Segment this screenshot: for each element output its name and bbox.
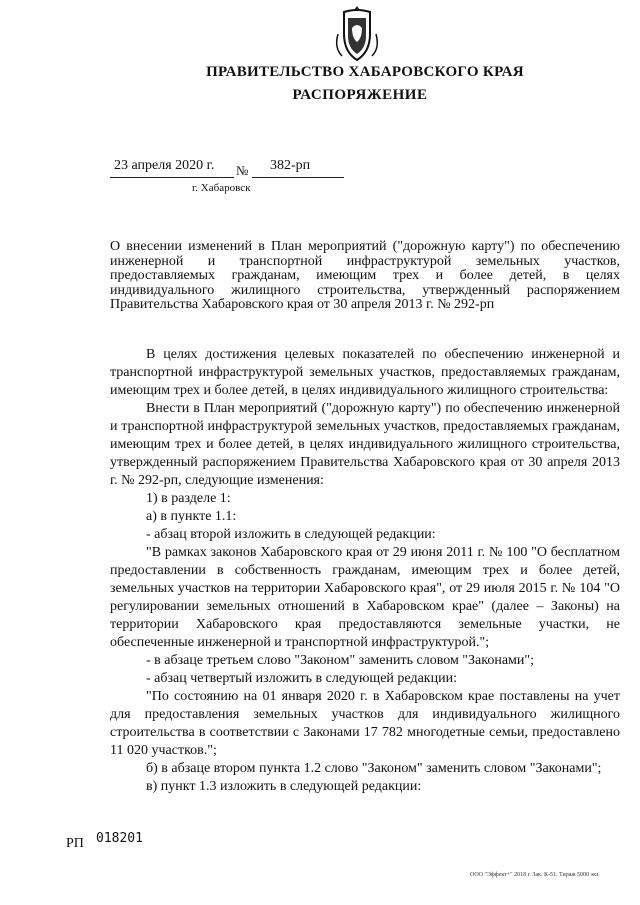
paragraph: - абзац четвертый изложить в следующей редакции:	[146, 671, 457, 686]
city: г. Хабаровск	[192, 182, 251, 194]
printer-imprint: ООО "Эффект+" 2018 г. Зак. К-51. Тираж 5000 экз.	[470, 872, 600, 878]
coat-of-arms-icon	[334, 4, 380, 64]
paragraph: В целях достижения целевых показателей по обеспечению инженерной и транспортной инфраструктурой земельных участков, предоставляемых гражданам, имеющим трех и более детей, в целях индивидуального жилищного строительства:	[110, 347, 620, 398]
paragraph: б) в абзаце втором пункта 1.2 слово "Законом" заменить словом "Законами";	[146, 761, 602, 776]
paragraph: в) пункт 1.3 изложить в следующей редакции:	[146, 779, 422, 794]
paragraph: Внести в План мероприятий ("дорожную карту") по обеспечению инженерной и транспортной инфраструктурой земельных участков, предоставляемых гражданам, имеющим трех и более детей, в целях индивидуального жилищного строительства, утвержденный распоряжением Правительства Хабаровского края от 30 апреля 2013 г. № 292-рп, следующие изменения:	[110, 401, 620, 488]
document-type: РАСПОРЯЖЕНИЕ	[292, 87, 428, 103]
paragraph: а) в пункте 1.1:	[146, 509, 237, 524]
number-sign: №	[236, 163, 249, 178]
document-subject: О внесении изменений в План мероприятий ("дорожную карту") по обеспечению инженерной и транспортной инфраструктурой земельных участков, предоставляемых гражданам, имеющим трех и более детей, в целях индивидуального жилищного строительства, утвержденный распоряжением Правительства Хабаровского края от 30 апреля 2013 г. № 292-рп	[110, 239, 620, 312]
date-underline	[110, 177, 234, 178]
form-series: РП	[66, 836, 84, 851]
document-body	[110, 346, 620, 796]
paragraph: 1) в разделе 1:	[146, 491, 231, 506]
number-underline	[252, 177, 344, 178]
paragraph: - в абзаце третьем слово "Законом" заменить словом "Законами";	[146, 653, 534, 668]
government-title: ПРАВИТЕЛЬСТВО ХАБАРОВСКОГО КРАЯ	[206, 64, 524, 80]
paragraph: - абзац второй изложить в следующей редакции:	[146, 527, 436, 542]
document-number: 382-рп	[270, 158, 311, 173]
form-serial-number: 018201	[96, 831, 143, 846]
paragraph: "По состоянию на 01 января 2020 г. в Хабаровском крае поставлены на учет для предоставления земельных участков для индивидуального жилищного строительства в соответствии с Законами 17 782 многодетные семьи, предоставлено 11 020 участков.";	[110, 689, 620, 758]
paragraph: "В рамках законов Хабаровского края от 29 июня 2011 г. № 100 "О бесплатном предоставлении в собственность гражданам, имеющим трех и более детей, земельных участков на территории Хабаровского края", от 29 июля 2015 г. № 104 "О регулировании земельных отношений в Хабаровском крае" (далее – Законы) на территории Хабаровского края предоставляются земельные участки, не обеспеченные инженерной и транспортной инфраструктурой.";	[110, 545, 620, 650]
document-date: 23 апреля 2020 г.	[114, 158, 215, 173]
